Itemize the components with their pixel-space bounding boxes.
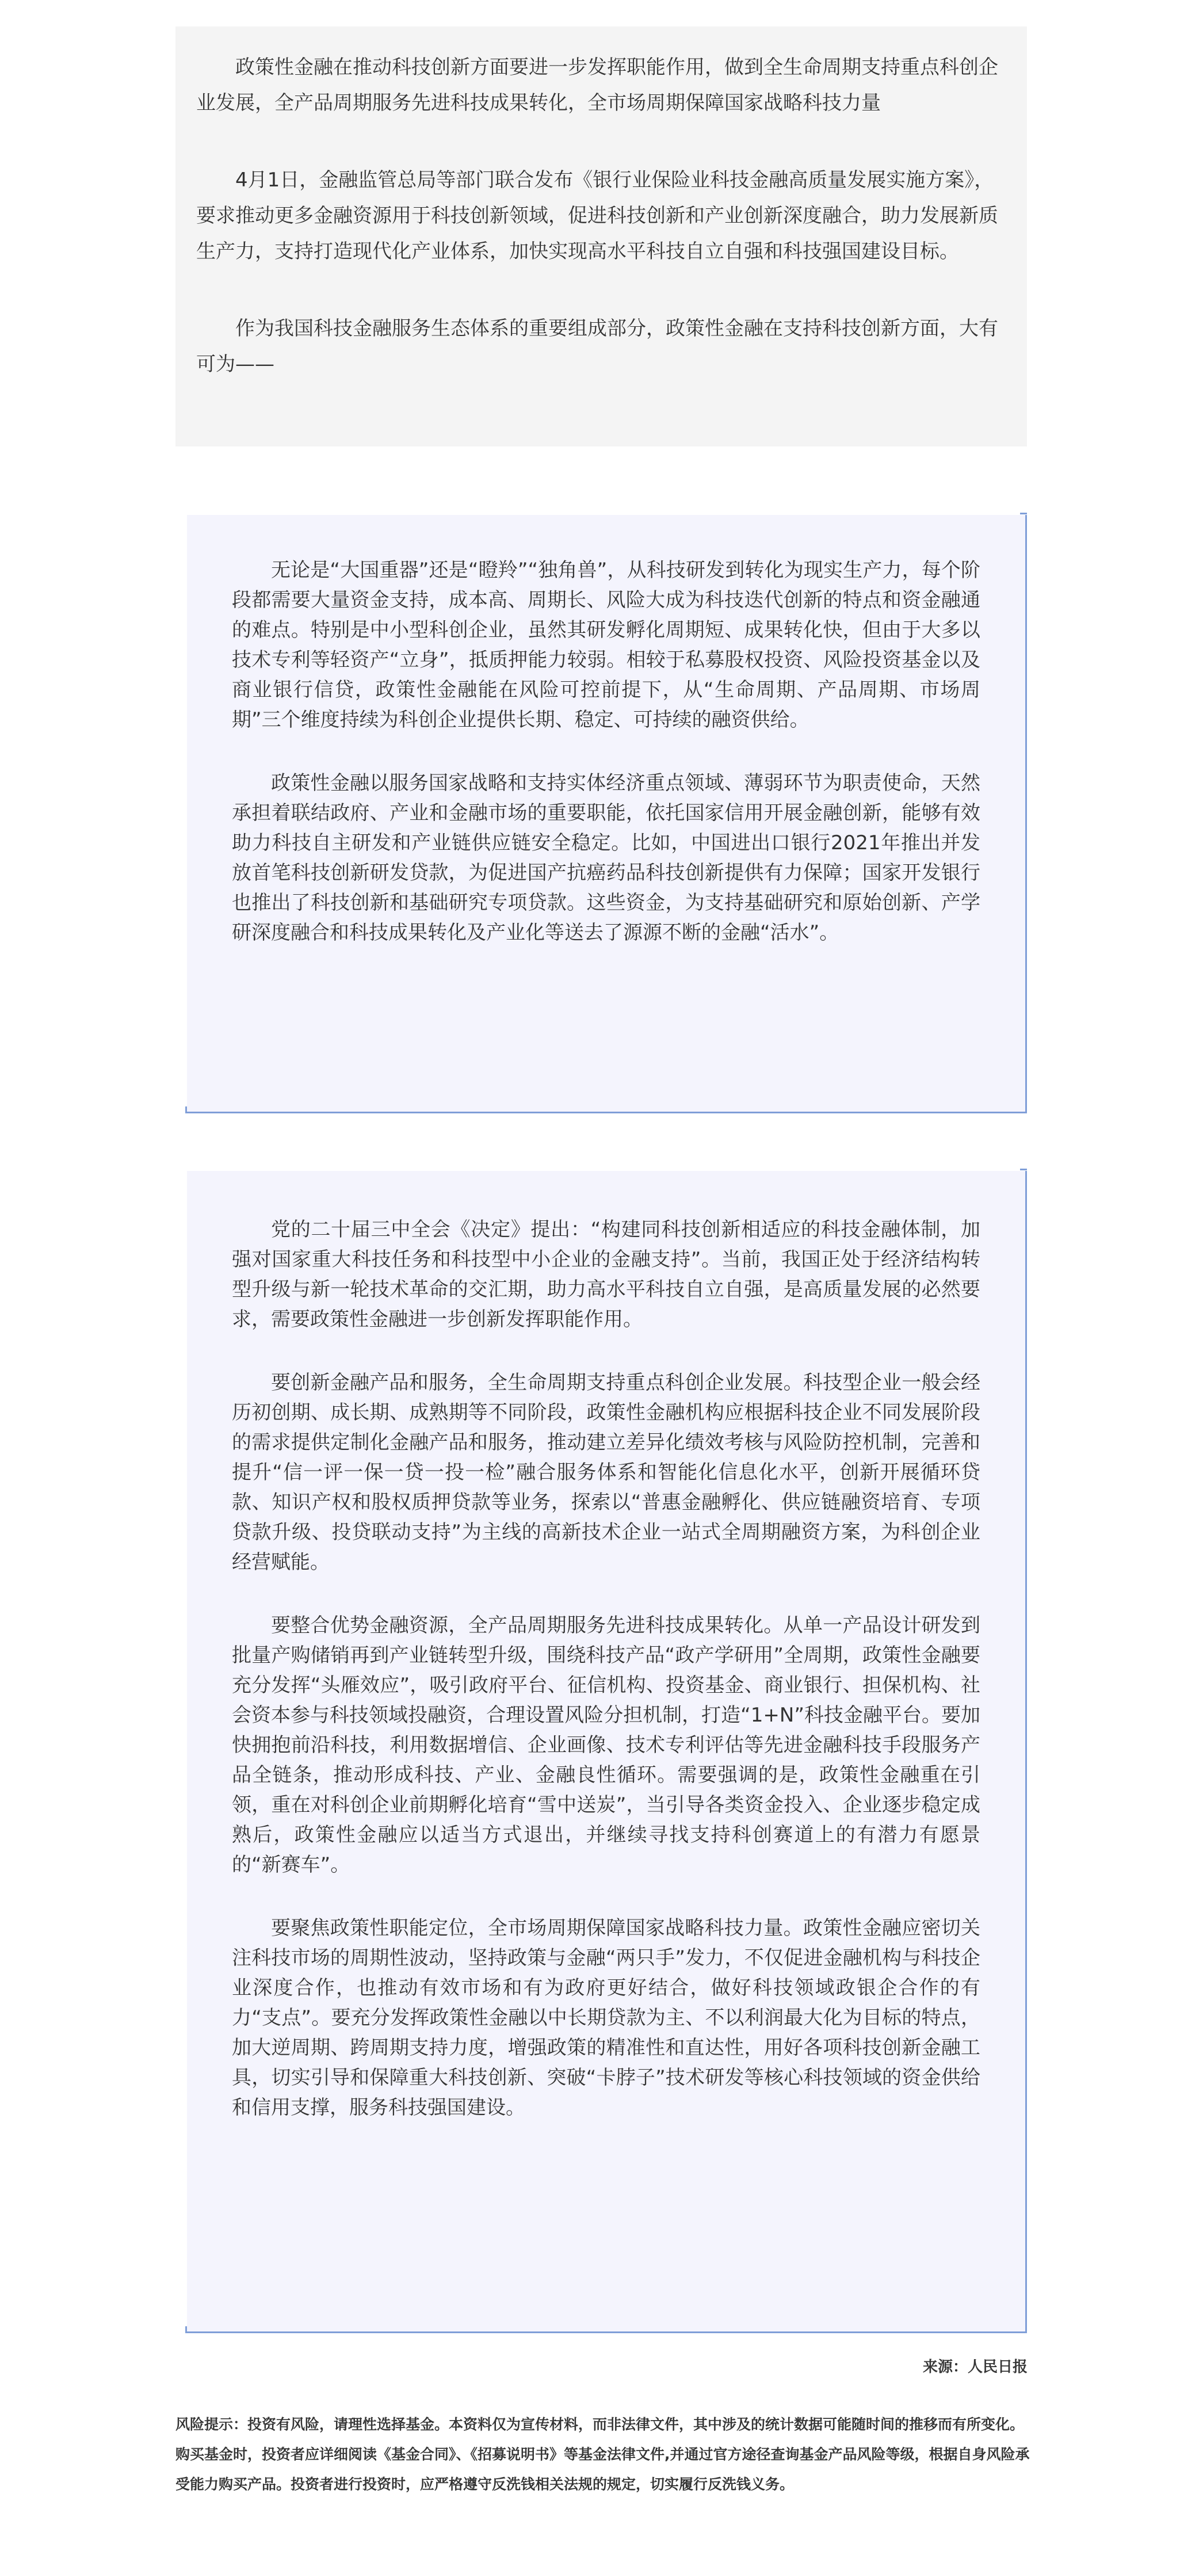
article-paragraph: 无论是“大国重器”还是“瞪羚”“独角兽”，从科技研发到转化为现实生产力，每个阶段都需要大量资金支持，成本高、周期长、风险大成为科技迭代创新的特点和资金融通的难点。特别是中小型科创企业，虽然其研发孵化周期短、成果转化快，但由于大多以技术专利等轻资产“立身”，抵质押能力较弱。相较于私募股权投资、风险投资基金以及商业银行信贷，政策性金融能在风险可控前提下，从“生命周期、产品周期、市场周期”三个维度持续为科创企业提供长期、稳定、可持续的融资供给。: [232, 559, 980, 731]
risk-disclaimer: 风险提示：投资有风险，请理性选择基金。本资料仅为宣传材料，而非法律文件，其中涉及的统计数据可能随时间的推移而有所变化。购买基金时，投资者应详细阅读《基金合同》、《招募说明书》等基金法律文件,并通过官方途径查询基金产品风险等级，根据自身风险承受能力购买产品。投资者进行投资时，应严格遵守反洗钱相关法规的规定，切实履行反洗钱义务。: [175, 2416, 1030, 2493]
article-paragraph: 要创新金融产品和服务，全生命周期支持重点科创企业发展。科技型企业一般会经历初创期、成长期、成熟期等不同阶段，政策性金融机构应根据科技企业不同发展阶段的需求提供定制化金融产品和服务，推动建立差异化绩效考核与风险防控机制，完善和提升“信一评一保一贷一投一检”融合服务体系和智能化信息化水平，创新开展循环贷款、知识产权和股权质押贷款等业务，探索以“普惠金融孵化、供应链融资培育、专项贷款升级、投贷联动支持”为主线的高新技术企业一站式全周期融资方案，为科创企业经营赋能。: [232, 1371, 980, 1574]
article-paragraph: 政策性金融以服务国家战略和支持实体经济重点领域、薄弱环节为职责使命，天然承担着联结政府、产业和金融市场的重要职能，依托国家信用开展金融创新，能够有效助力科技自主研发和产业链供应链安全稳定。比如，中国进出口银行2021年推出并发放首笔科技创新研发贷款，为促进国产抗癌药品科技创新提供有力保障；国家开发银行也推出了科技创新和基础研究专项贷款。这些资金，为支持基础研究和原始创新、产学研深度融合和科技成果转化及产业化等送去了源源不断的金融“活水”。: [232, 772, 980, 944]
intro-paragraph: 作为我国科技金融服务生态体系的重要组成部分，政策性金融在支持科技创新方面，大有可为——: [196, 317, 998, 376]
article-section-1: [187, 515, 1027, 1113]
article-section-2: [187, 1171, 1027, 2333]
source-credit: 来源：人民日报: [922, 2359, 1028, 2376]
article-paragraph: 要聚焦政策性职能定位，全市场周期保障国家战略科技力量。政策性金融应密切关注科技市场的周期性波动，坚持政策与金融“两只手”发力，不仅促进金融机构与科技企业深度合作，也推动有效市场和有为政府更好结合，做好科技领域政银企合作的有力“支点”。要充分发挥政策性金融以中长期贷款为主、不以利润最大化为目标的特点，加大逆周期、跨周期支持力度，增强政策的精准性和直达性，用好各项科技创新金融工具，切实引导和保障重大科技创新、突破“卡脖子”技术研发等核心科技领域的资金供给和信用支撑，服务科技强国建设。: [232, 1917, 980, 2119]
intro-summary-box: [175, 26, 1027, 446]
intro-paragraph: 政策性金融在推动科技创新方面要进一步发挥职能作用，做到全生命周期支持重点科创企业发展，全产品周期服务先进科技成果转化，全市场周期保障国家战略科技力量: [196, 56, 998, 115]
article-paragraph: 要整合优势金融资源，全产品周期服务先进科技成果转化。从单一产品设计研发到批量产购储销再到产业链转型升级，围绕科技产品“政产学研用”全周期，政策性金融要充分发挥“头雁效应”，吸引政府平台、征信机构、投资基金、商业银行、担保机构、社会资本参与科技领域投融资，合理设置风险分担机制，打造“1+N”科技金融平台。要加快拥抱前沿科技，利用数据增信、企业画像、技术专利评估等先进金融科技手段服务产品全链条，推动形成科技、产业、金融良性循环。需要强调的是，政策性金融重在引领，重在对科创企业前期孵化培育“雪中送炭”，当引导各类资金投入、企业逐步稳定成熟后，政策性金融应以适当方式退出，并继续寻找支持科创赛道上的有潜力有愿景的“新赛车”。: [232, 1614, 980, 1876]
intro-paragraph: 4月1日，金融监管总局等部门联合发布《银行业保险业科技金融高质量发展实施方案》，要求推动更多金融资源用于科技创新领域，促进科技创新和产业创新深度融合，助力发展新质生产力，支持打造现代化产业体系，加快实现高水平科技自立自强和科技强国建设目标。: [196, 169, 998, 263]
article-paragraph: 党的二十届三中全会《决定》提出：“构建同科技创新相适应的科技金融体制，加强对国家重大科技任务和科技型中小企业的金融支持”。当前，我国正处于经济结构转型升级与新一轮技术革命的交汇期，助力高水平科技自立自强，是高质量发展的必然要求，需要政策性金融进一步创新发挥职能作用。: [232, 1218, 980, 1331]
